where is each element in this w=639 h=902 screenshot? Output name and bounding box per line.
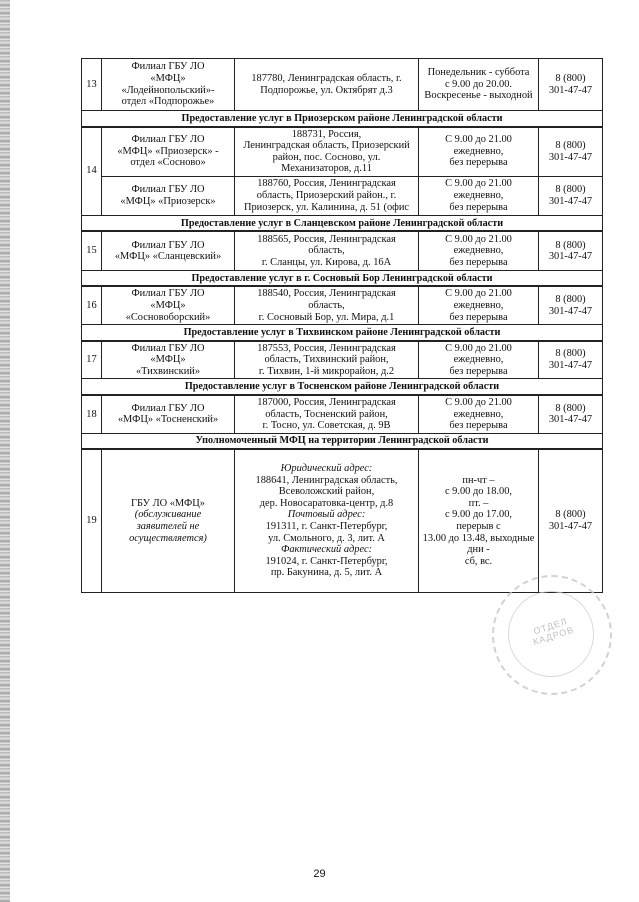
cell-line: пн-чт – <box>462 474 495 486</box>
cell-line: 13.00 до 13.48, выходные <box>422 532 535 544</box>
cell-line: 301-47-47 <box>548 84 593 96</box>
phone-cell <box>539 449 603 592</box>
section-header-row <box>82 215 603 231</box>
cell-line: «МФЦ» <box>150 354 186 366</box>
cell-line: «Лодейнопольский»- <box>121 84 215 96</box>
cell-line: Филиал ГБУ ЛО <box>131 288 205 300</box>
section-header-row <box>82 270 603 286</box>
cell-line: 301-47-47 <box>548 151 593 163</box>
cell-line: пр. Бакунина, д. 5, лит. А <box>270 567 383 579</box>
cell-line: Ленинградская область, Приозерский <box>243 140 410 152</box>
cell-line: 301-47-47 <box>548 360 593 372</box>
cell-line: 301-47-47 <box>548 251 593 263</box>
table-row <box>82 395 603 433</box>
address-cell <box>235 231 419 270</box>
section-title: Предоставление услуг в Тихвинском районе Ленинградской области <box>82 325 603 341</box>
cell-line: 8 (800) <box>555 509 586 521</box>
cell-line: 301-47-47 <box>548 520 593 532</box>
stamp-text: ОТДЕЛ КАДРОВ <box>531 616 576 648</box>
cell-line: район, пос. Сосново, ул. <box>272 151 381 163</box>
section-header-row <box>82 379 603 395</box>
cell-line: 187780, Ленинградская область, г. <box>251 72 402 84</box>
cell-line: без перерыва <box>449 420 508 432</box>
cell-line: 188731, Россия, <box>291 128 362 140</box>
phone-cell <box>539 286 603 324</box>
cell-line: отдел «Сосново» <box>130 157 206 169</box>
cell-line: «МФЦ» «Сланцевский» <box>114 251 222 263</box>
phone-cell <box>539 127 603 177</box>
cell-line: 187000, Россия, Ленинградская <box>257 396 396 408</box>
cell-line: «Сосновоборский» <box>125 311 211 323</box>
cell-line: Фактический адрес: <box>280 544 373 556</box>
cell-line: 8 (800) <box>555 140 586 152</box>
table-row <box>82 341 603 379</box>
table-row <box>82 286 603 324</box>
table-row <box>82 449 603 592</box>
cell-line: С 9.00 до 21.00 <box>445 288 512 300</box>
branch-name-cell <box>102 449 235 592</box>
page-number: 29 <box>313 868 326 880</box>
cell-line: «Тихвинский» <box>135 365 201 377</box>
row-number: 17 <box>82 341 102 379</box>
address-cell <box>235 127 419 177</box>
cell-line: 301-47-47 <box>548 305 593 317</box>
hours-cell <box>419 127 539 177</box>
section-header-row <box>82 111 603 127</box>
cell-line: Филиал ГБУ ЛО <box>131 239 205 251</box>
cell-line: отдел «Подпорожье» <box>121 96 215 108</box>
cell-line: без перерыва <box>449 311 508 323</box>
row-number: 16 <box>82 286 102 324</box>
cell-line: Воскресенье - выходной <box>424 90 533 102</box>
cell-line: ежедневно, <box>453 245 504 257</box>
hours-cell <box>419 59 539 111</box>
cell-line: пт. – <box>468 497 489 509</box>
cell-line: 8 (800) <box>555 184 586 196</box>
cell-line: область, Приозерский район., г. <box>256 190 397 202</box>
cell-line: г. Тосно, ул. Советская, д. 9В <box>262 420 391 432</box>
row-number: 19 <box>82 449 102 592</box>
cell-line: дер. Новосаратовка-центр, д.8 <box>259 497 394 509</box>
section-header-row <box>82 433 603 449</box>
cell-line: 188540, Россия, Ленинградская <box>257 288 396 300</box>
cell-line: 301-47-47 <box>548 195 593 207</box>
cell-line: Филиал ГБУ ЛО <box>131 61 205 73</box>
address-cell <box>235 395 419 433</box>
cell-line: без перерыва <box>449 201 508 213</box>
cell-line: 8 (800) <box>555 402 586 414</box>
cell-line: без перерыва <box>449 157 508 169</box>
cell-line: Приозерск, ул. Калинина, д. 51 (офис <box>243 201 410 213</box>
address-cell <box>235 286 419 324</box>
branch-name-cell <box>102 341 235 379</box>
phone-cell <box>539 176 603 215</box>
cell-line: ГБУ ЛО «МФЦ» <box>131 497 205 509</box>
cell-line: область, <box>308 245 345 257</box>
cell-line: без перерыва <box>449 256 508 268</box>
cell-line: Юридический адрес: <box>280 463 373 474</box>
cell-line: сб, вс. <box>464 555 493 567</box>
cell-line: Филиал ГБУ ЛО <box>131 134 205 146</box>
cell-line: С 9.00 до 21.00 <box>445 233 512 245</box>
section-header-row <box>82 325 603 341</box>
branch-name-cell <box>102 231 235 270</box>
section-title: Предоставление услуг в г. Сосновый Бор Ленинградской области <box>82 270 603 286</box>
phone-cell <box>539 395 603 433</box>
table-row <box>82 231 603 270</box>
cell-line: ежедневно, <box>453 354 504 366</box>
cell-line: Филиал ГБУ ЛО <box>131 184 205 196</box>
cell-line: перерыв с <box>456 520 501 532</box>
cell-line: 191311, г. Санкт-Петербург, <box>265 520 388 532</box>
branch-name-cell <box>102 176 235 215</box>
cell-line: Понедельник - суббота <box>427 67 530 79</box>
section-title: Предоставление услуг в Сланцевском районе Ленинградской области <box>82 215 603 231</box>
cell-line: с 9.00 до 20.00. <box>444 78 513 90</box>
cell-line: С 9.00 до 21.00 <box>445 178 512 190</box>
section-title: Предоставление услуг в Тосненском районе Ленинградской области <box>82 379 603 395</box>
branch-name-cell <box>102 127 235 177</box>
row-number: 18 <box>82 395 102 433</box>
cell-line: заявителей не <box>136 520 200 532</box>
cell-line: 8 (800) <box>555 294 586 306</box>
official-seal-stamp <box>492 575 612 695</box>
cell-line: 191024, г. Санкт-Петербург, <box>265 555 388 567</box>
hours-cell <box>419 286 539 324</box>
cell-line: Механизаторов, д.11 <box>281 163 372 175</box>
scan-edge-artifact <box>0 0 10 902</box>
table-row <box>82 59 603 111</box>
cell-line: ежедневно, <box>453 299 504 311</box>
section-title: Уполномоченный МФЦ на территории Ленинградской области <box>82 433 603 449</box>
cell-line: 188641, Ленинградская область, <box>255 474 398 486</box>
cell-line: область, Тихвинский район, <box>264 354 389 366</box>
cell-line: 188565, Россия, Ленинградская <box>257 233 396 245</box>
branch-name-cell <box>102 395 235 433</box>
address-cell <box>235 59 419 111</box>
cell-line: «МФЦ» «Тосненский» <box>117 414 219 426</box>
phone-cell <box>539 231 603 270</box>
cell-line: 8 (800) <box>555 348 586 360</box>
cell-line: г. Тихвин, 1-й микрорайон, д.2 <box>258 365 395 377</box>
cell-line: ежедневно, <box>453 145 504 157</box>
table-row <box>82 127 603 177</box>
cell-line: «МФЦ» «Приозерск» - <box>117 145 219 157</box>
cell-line: «МФЦ» «Приозерск» <box>120 195 216 207</box>
cell-line: «МФЦ» <box>150 72 186 84</box>
hours-cell <box>419 176 539 215</box>
row-number: 15 <box>82 231 102 270</box>
cell-line: с 9.00 до 18.00, <box>444 486 513 498</box>
cell-line: Подпорожье, ул. Октябрят д.3 <box>260 84 393 96</box>
row-number: 13 <box>82 59 102 111</box>
cell-line: 8 (800) <box>555 72 586 84</box>
cell-line: осуществляется) <box>129 532 207 544</box>
row-number: 14 <box>82 127 102 216</box>
cell-line: ежедневно, <box>453 190 504 202</box>
cell-line: г. Сланцы, ул. Кирова, д. 16А <box>261 256 392 268</box>
cell-line: С 9.00 до 21.00 <box>445 342 512 354</box>
phone-cell <box>539 59 603 111</box>
phone-cell <box>539 341 603 379</box>
cell-line: без перерыва <box>449 365 508 377</box>
branch-name-cell <box>102 59 235 111</box>
branch-name-cell <box>102 286 235 324</box>
cell-line: С 9.00 до 21.00 <box>445 396 512 408</box>
cell-line: С 9.00 до 21.00 <box>445 134 512 146</box>
cell-line: г. Сосновый Бор, ул. Мира, д.1 <box>258 311 395 323</box>
cell-line: область, Тосненский район, <box>265 408 388 420</box>
hours-cell <box>419 395 539 433</box>
mfc-branches-table <box>81 58 603 593</box>
cell-line: 8 (800) <box>555 239 586 251</box>
address-cell <box>235 176 419 215</box>
cell-line: с 9.00 до 17.00, <box>444 509 513 521</box>
cell-line: ежедневно, <box>453 408 504 420</box>
cell-line: Филиал ГБУ ЛО <box>131 342 205 354</box>
cell-line: Всеволожский район, <box>278 486 375 498</box>
cell-line: Филиал ГБУ ЛО <box>131 402 205 414</box>
cell-line: 188760, Россия, Ленинградская <box>257 178 396 190</box>
cell-line: область, <box>308 299 345 311</box>
cell-line: 187553, Россия, Ленинградская <box>257 342 396 354</box>
cell-line: 301-47-47 <box>548 414 593 426</box>
address-cell <box>235 341 419 379</box>
cell-line: (обслуживание <box>134 509 202 521</box>
cell-line: дни - <box>467 544 490 556</box>
table-row <box>82 176 603 215</box>
hours-cell <box>419 341 539 379</box>
hours-cell <box>419 231 539 270</box>
hours-cell <box>419 449 539 592</box>
address-cell <box>235 449 419 592</box>
cell-line: «МФЦ» <box>150 299 186 311</box>
section-title: Предоставление услуг в Приозерском районе Ленинградской области <box>82 111 603 127</box>
cell-line: Почтовый адрес: <box>287 509 366 521</box>
cell-line: ул. Смольного, д. 3, лит. А <box>268 532 385 544</box>
